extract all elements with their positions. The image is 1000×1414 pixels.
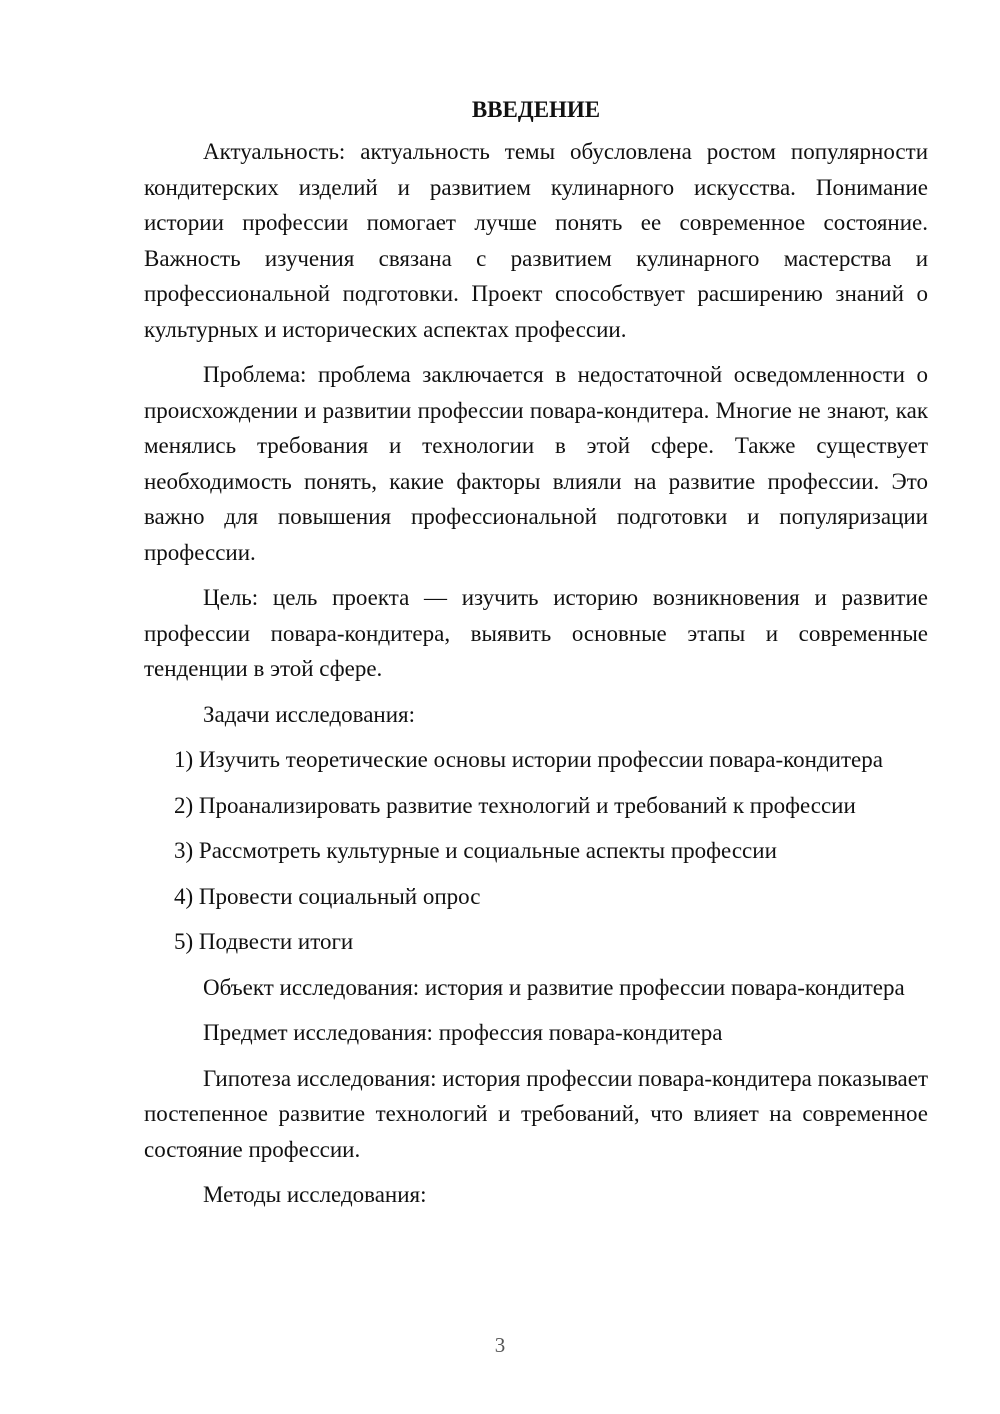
paragraph-relevance: Актуальность: актуальность темы обусловлена ростом популярности кондитерских изделий и развитием кулинарного искусства. Понимание истории профессии помогает лучше понять ее современное состояние. Важность изучения связана с развитием кулинарного мастерства и профессиональной подготовки. Проект способствует расширению знаний о культурных и исторических аспектах профессии.	[144, 139, 928, 342]
task-item: 5) Подвести итоги	[174, 929, 354, 954]
section-title: ВВЕДЕНИЕ	[471, 97, 601, 122]
task-item: 1) Изучить теоретические основы истории профессии повара-кондитера	[174, 747, 883, 772]
paragraph-subject: Предмет исследования: профессия повара-кондитера	[203, 1020, 723, 1045]
task-item: 2) Проанализировать развитие технологий и требований к профессии	[174, 792, 856, 818]
paragraph-problem: Проблема: проблема заключается в недостаточной осведомленности о происхождении и развитии профессии повара-кондитера. Многие не знают, как менялись требования и технологии в этой сфере. Также существует необходимость понять, какие факторы влияли на развитие профессии. Это важно для повышения профессиональной подготовки и популяризации профессии.	[144, 362, 928, 565]
page-number: 3	[494, 1333, 506, 1357]
task-item: 4) Провести социальный опрос	[174, 883, 481, 909]
paragraph-tasks-heading: Задачи исследования:	[203, 701, 416, 727]
paragraph-hypothesis: Гипотеза исследования: история профессии повара-кондитера показывает постепенное развитие технологий и требований, что влияет на современное состояние профессии.	[144, 1065, 928, 1162]
paragraph-object: Объект исследования: история и развитие профессии повара-кондитера	[203, 974, 905, 1000]
tasks-list	[144, 742, 928, 960]
paragraph-goal: Цель: цель проекта — изучить историю возникновения и развитие профессии повара-кондитера, выявить основные этапы и современные тенденции в этой сфере.	[144, 585, 928, 681]
task-item: 3) Рассмотреть культурные и социальные аспекты профессии	[174, 838, 777, 863]
document-body	[144, 92, 928, 1213]
paragraph-methods: Методы исследования:	[203, 1182, 427, 1207]
